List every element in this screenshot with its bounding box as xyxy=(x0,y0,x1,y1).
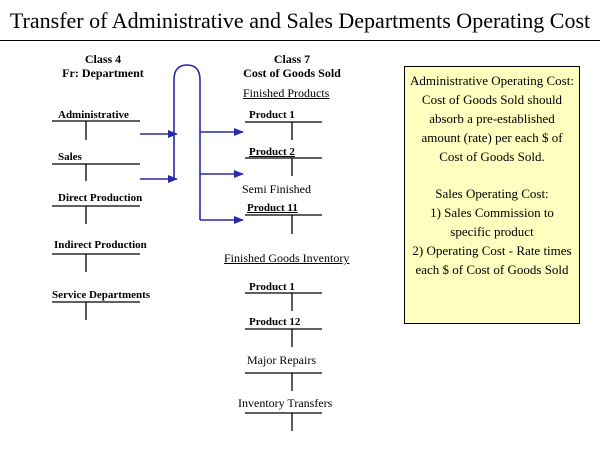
account-semi-finished: Semi Finished xyxy=(242,182,312,196)
account-product-11: Product 11 xyxy=(247,202,298,214)
account-direct-production: Direct Production xyxy=(58,192,143,204)
account-major-repairs: Major Repairs xyxy=(247,353,316,367)
t-account-product-1 xyxy=(245,122,322,140)
flow-loop xyxy=(174,65,200,220)
t-account-product-11 xyxy=(245,215,322,234)
note-sales-heading: Sales Operating Cost: xyxy=(435,186,549,201)
t-account-inv-product-12 xyxy=(245,329,322,347)
page-title: Transfer of Administrative and Sales Departments Operating Cost xyxy=(9,8,591,33)
account-inventory-transfers: Inventory Transfers xyxy=(238,396,333,410)
note-sales-item-2: 2) Operating Cost - Rate times each $ of Cost of Goods Sold xyxy=(412,243,572,277)
section-finished-products: Finished Products xyxy=(243,86,330,100)
t-account-inventory-transfers xyxy=(245,413,322,431)
t-account-indirect-production xyxy=(52,254,140,272)
t-account-major-repairs xyxy=(245,373,322,391)
right-header-class: Class 7 xyxy=(273,52,311,66)
account-service-departments: Service Departments xyxy=(52,289,151,301)
account-product-2: Product 2 xyxy=(249,146,295,158)
right-header-cogs: Cost of Goods Sold xyxy=(243,66,341,80)
left-header-department: Fr: Department xyxy=(62,66,144,80)
t-account-administrative xyxy=(52,121,140,140)
t-account-product-2 xyxy=(245,158,322,176)
note-admin-text: Cost of Goods Sold should absorb a pre-established amount (rate) per each $ of Cost of Goods Sold. xyxy=(421,92,563,164)
t-account-service-departments xyxy=(52,302,140,320)
account-sales: Sales xyxy=(58,151,82,163)
account-administrative: Administrative xyxy=(58,109,129,121)
t-account-inv-product-1 xyxy=(245,293,322,311)
t-account-direct-production xyxy=(52,206,140,224)
note-admin-heading: Administrative Operating Cost: xyxy=(410,73,574,88)
note-sales-item-1: 1) Sales Commission to specific product xyxy=(430,205,554,239)
section-finished-goods-inventory: Finished Goods Inventory xyxy=(224,251,350,265)
explanation-note xyxy=(404,66,580,324)
account-inv-product-12: Product 12 xyxy=(249,316,301,328)
account-inv-product-1: Product 1 xyxy=(249,281,295,293)
account-indirect-production: Indirect Production xyxy=(54,239,147,251)
account-product-1: Product 1 xyxy=(249,109,295,121)
t-account-sales xyxy=(52,164,140,181)
left-header-class: Class 4 xyxy=(84,52,122,66)
